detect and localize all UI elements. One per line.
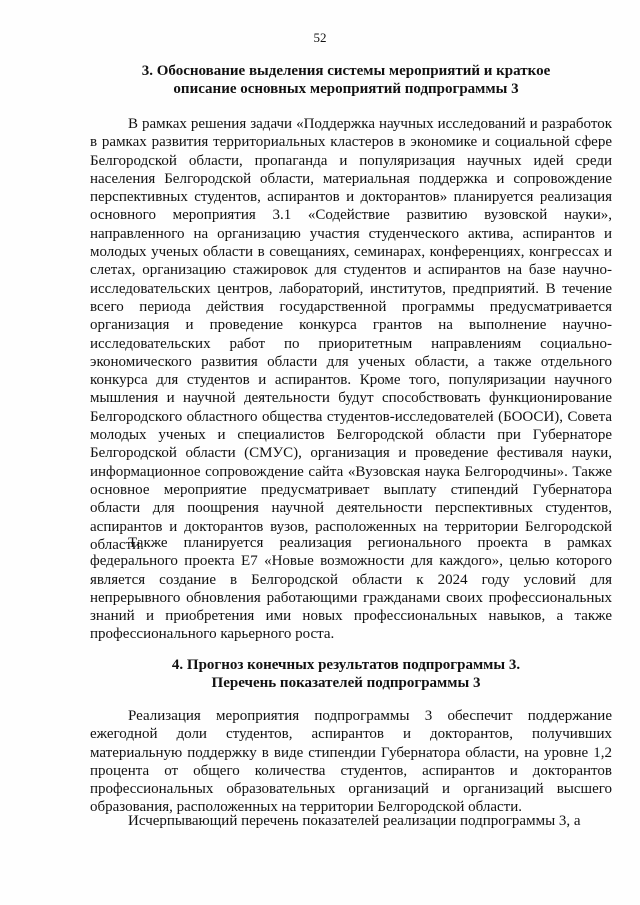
- section-3-heading-line-2: описание основных мероприятий подпрограммы 3: [173, 81, 519, 97]
- section-3-heading: [90, 62, 602, 98]
- section-4-heading-line-1: 4. Прогноз конечных результатов подпрограммы 3.: [171, 657, 521, 673]
- page-number: 52: [313, 30, 327, 45]
- section-4-paragraph-2: Исчерпывающий перечень показателей реализации подпрограммы 3, а: [128, 813, 581, 829]
- section-4-heading-line-2: Перечень показателей подпрограммы 3: [211, 675, 481, 691]
- section-3-paragraph-1: В рамках решения задачи «Поддержка научных исследований и разработок в рамках развития территориальных кластеров в экономике и социальной сфере Белгородской области, пропаганда и популяризация научных идей среди населения Белгородской области, материальная поддержка и сопровождение перспективных студентов, аспирантов и докторантов» планируется реализация основного мероприятия 3.1 «Содействие развитию вузовской науки», направленного на организацию участия студенческого актива, аспирантов и молодых ученых области в совещаниях, семинарах, конференциях, конгрессах и слетах, организацию стажировок для студентов и аспирантов на базе научно-исследовательских центров, лабораторий, институтов, предприятий. В течение всего периода действия государственной программы предусматривается организация и проведение конкурса грантов на выполнение научно-исследовательских работ по приоритетным направлениям социально-экономического развития области для ученых области, а также отдельного конкурса для студентов и аспирантов. Кроме того, популяризации научного мышления и научной деятельности будут способствовать функционирование Белгородского областного общества студентов-исследователей (БООСИ), Совета молодых ученых и специалистов Белгородской области при Губернаторе Белгородской области (СМУС), организация и проведение фестиваля науки, информационное сопровождение сайта «Вузовская наука Белгородчины». Также основное мероприятие предусматривает выплату стипендий Губернатора области для поощрения научной деятельности перспективных студентов, аспирантов и докторантов вузов, расположенных на территории Белгородской области.: [90, 116, 612, 553]
- section-3-heading-line-1: 3. Обоснование выделения системы мероприятий и краткое: [141, 63, 551, 79]
- section-4-paragraph-1: Реализация мероприятия подпрограммы 3 обеспечит поддержание ежегодной доли студентов, аспирантов и докторантов, получивших материальную поддержку в виде стипендии Губернатора области, на уровне 1,2 процента от общего количества студентов, аспирантов и докторантов профессиональных образовательных организаций и организаций высшего образования, расположенных на территории Белгородской области.: [90, 708, 612, 816]
- section-4-heading: [90, 656, 602, 692]
- section-3-paragraph-2: Также планируется реализация регионального проекта в рамках федерального проекта Е7 «Новые возможности для каждого», целью которого является создание в Белгородской области к 2024 году условий для непрерывного обновления работающими гражданами своих профессиональных знаний и приобретения ими новых профессиональных навыков, а также профессионального карьерного роста.: [90, 535, 612, 643]
